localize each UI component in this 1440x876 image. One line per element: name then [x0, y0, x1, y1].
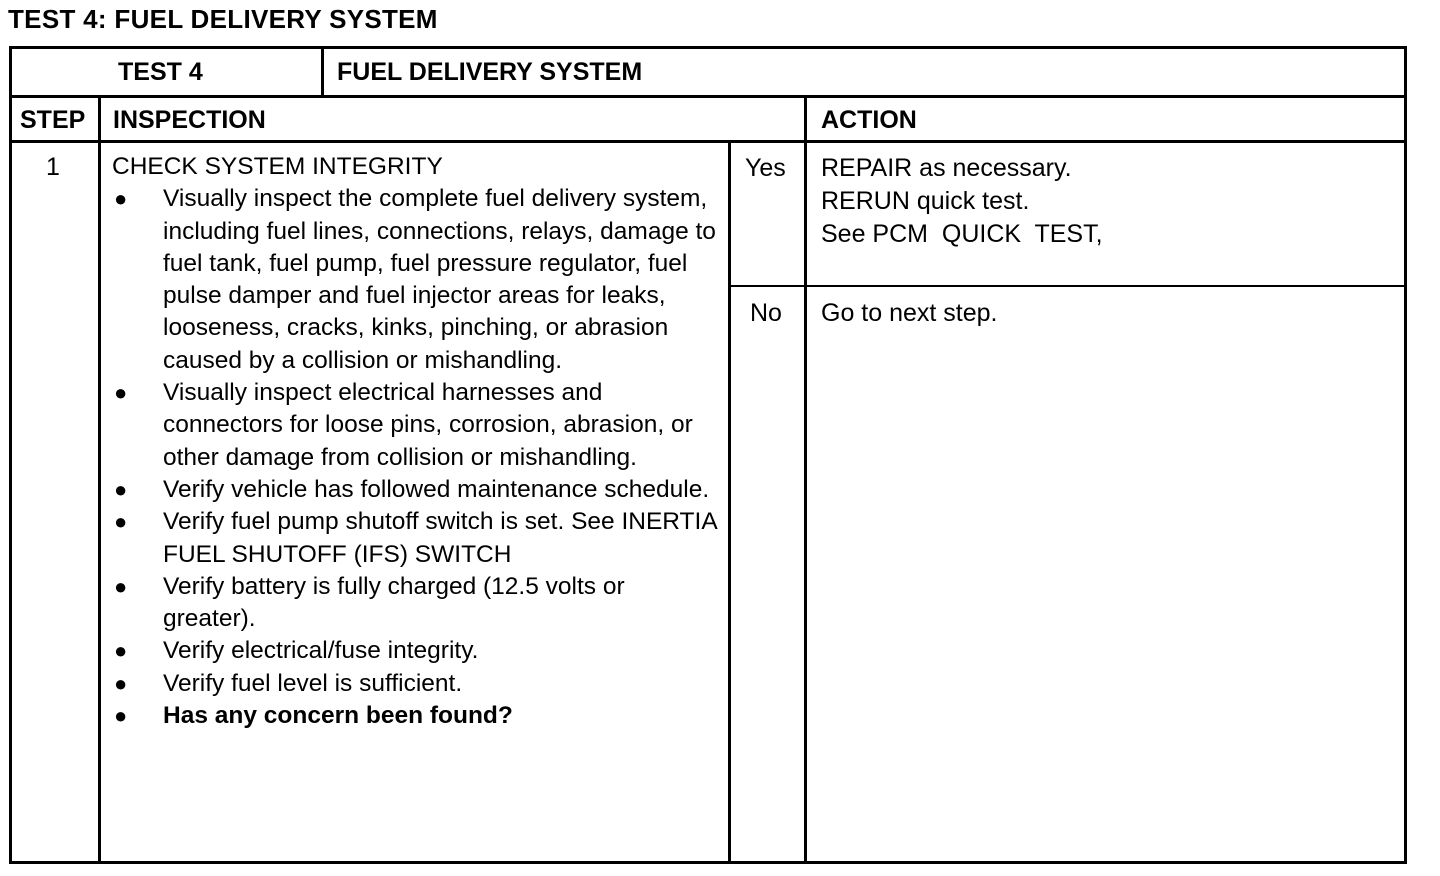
header-test-label: TEST 4 — [118, 58, 203, 86]
answer-yes: Yes — [745, 154, 786, 182]
step-number: 1 — [46, 153, 60, 181]
bullet-icon: ● — [114, 703, 128, 729]
action-yes-line: RERUN quick test. — [821, 187, 1030, 215]
action-yes-line: REPAIR as necessary. — [821, 154, 1072, 182]
inspection-item: ● Visually inspect electrical harnesses and connectors for loose pins, corrosion, abrasion, or other damage from collision or mishandling. — [114, 379, 693, 471]
inspection-item: ● Verify fuel level is sufficient. — [112, 668, 722, 700]
bullet-icon: ● — [114, 573, 128, 599]
inspection-item: ● Visually inspect the complete fuel delivery system, including fuel lines, connections, relays, damage to fuel tank, fuel pump, fuel pressure regulator, fuel pulse damper and fuel injector areas for leaks, looseness, cracks, kinks, pinching, or abrasion caused by a collision or mishandling. — [114, 185, 716, 374]
action-column-line — [804, 95, 807, 864]
inspection-item: ● Verify vehicle has followed maintenance schedule. — [112, 474, 722, 506]
inspection-item: ● Verify battery is fully charged (12.5 volts or greater). — [114, 572, 625, 633]
header-divider — [9, 95, 1407, 98]
bullet-icon: ● — [114, 509, 128, 535]
column-header-divider — [9, 140, 1407, 143]
inspection-heading: CHECK SYSTEM INTEGRITY — [112, 153, 443, 180]
step-column-line — [98, 95, 101, 864]
inspection-item: ● Verify electrical/fuse integrity. — [112, 635, 722, 667]
action-yes-line: See PCM QUICK TEST, — [821, 220, 1103, 248]
inspection-item: ● Verify fuel pump shutoff switch is set. See INERTIA FUEL SHUTOFF (IFS) SWITCH — [114, 508, 717, 568]
bullet-icon: ● — [114, 476, 128, 502]
header-system-label: FUEL DELIVERY SYSTEM — [337, 58, 643, 86]
yes-no-divider — [729, 285, 1407, 287]
bullet-icon: ● — [114, 670, 128, 696]
bullet-icon: ● — [114, 380, 128, 406]
answer-column-line — [728, 141, 731, 864]
action-no — [821, 297, 998, 330]
bullet-icon: ● — [114, 186, 128, 212]
column-header-action: ACTION — [821, 106, 917, 134]
action-yes — [821, 152, 1103, 251]
column-header-inspection: INSPECTION — [113, 106, 266, 134]
inspection-question: ● Has any concern been found? — [112, 700, 722, 732]
bullet-icon: ● — [114, 638, 128, 664]
page-title: TEST 4: FUEL DELIVERY SYSTEM — [8, 4, 438, 34]
action-no-line: Go to next step. — [821, 299, 998, 327]
answer-no: No — [750, 299, 782, 327]
column-header-step: STEP — [20, 106, 86, 134]
header-split-line — [321, 46, 324, 96]
inspection-content — [112, 151, 722, 732]
